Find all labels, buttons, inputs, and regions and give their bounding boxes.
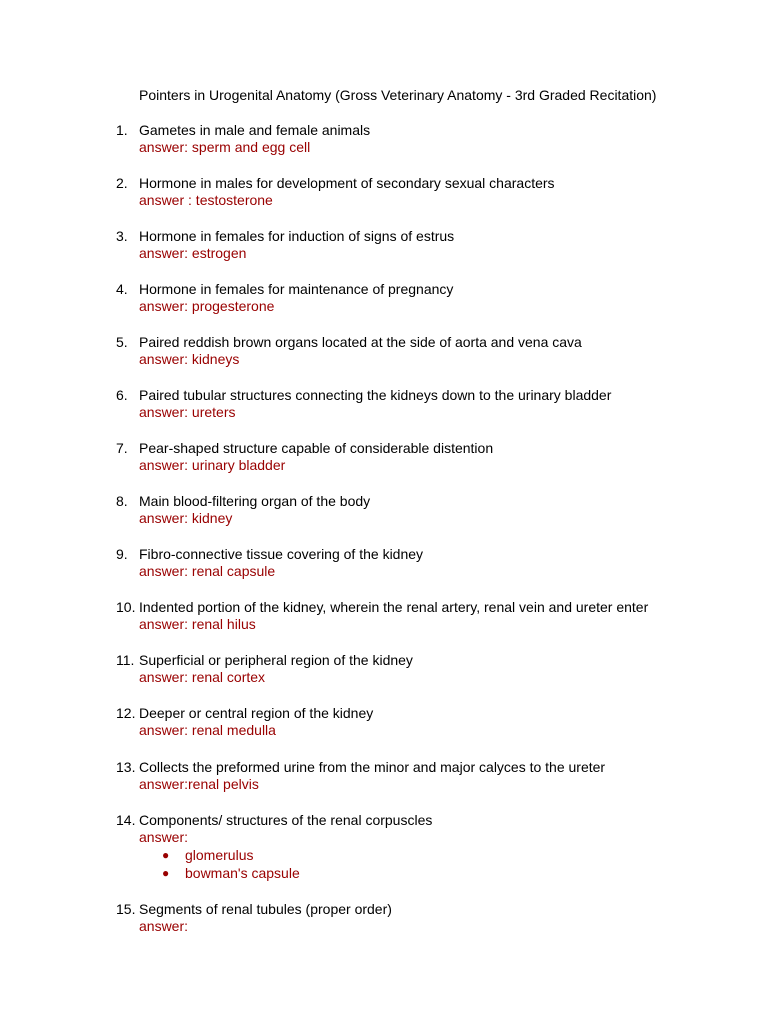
item-question: Hormone in males for development of secondary sexual characters [139,175,555,191]
item-number: 8. [116,493,128,509]
item-answer: answer: renal medulla [139,722,276,738]
item-number: 7. [116,440,128,456]
item-answer: answer: sperm and egg cell [139,139,311,155]
item-question: Components/ structures of the renal corpuscles [139,812,433,828]
item-number: 12. [116,705,136,721]
item-number: 10. [116,599,136,615]
item-answer: answer: estrogen [139,245,247,261]
item-answer: answer: urinary bladder [139,457,286,473]
item-answer: answer: [139,829,189,845]
item-number: 1. [116,122,128,138]
item-number: 3. [116,228,128,244]
item-number: 15. [116,901,136,917]
item-question: Gametes in male and female animals [139,122,371,138]
item-question: Paired reddish brown organs located at the side of aorta and vena cava [139,334,582,350]
item-question: Indented portion of the kidney, wherein the renal artery, renal vein and ureter enter [139,599,649,615]
item-answer: answer: [139,918,189,934]
item-answer: answer: renal hilus [139,616,256,632]
item-question: Collects the preformed urine from the minor and major calyces to the ureter [139,759,606,775]
item-number: 2. [116,175,128,191]
item-question: Superficial or peripheral region of the kidney [139,652,413,668]
item-answer: answer: kidneys [139,351,240,367]
item-answer: answer: progesterone [139,298,275,314]
item-question: Hormone in females for maintenance of pregnancy [139,281,454,297]
bullet-text: bowman's capsule [185,865,300,881]
item-number: 14. [116,812,136,828]
item-answer: answer : testosterone [139,192,273,208]
item-answer: answer: renal cortex [139,669,266,685]
item-answer: answer:renal pelvis [139,776,259,792]
document-title: Pointers in Urogenital Anatomy (Gross Veterinary Anatomy - 3rd Graded Recitation) [139,87,657,103]
item-answer: answer: renal capsule [139,563,276,579]
item-question: Pear-shaped structure capable of considerable distention [139,440,494,456]
item-question: Deeper or central region of the kidney [139,705,374,721]
item-question: Paired tubular structures connecting the kidneys down to the urinary bladder [139,387,612,403]
item-question: Main blood-filtering organ of the body [139,493,371,509]
item-number: 4. [116,281,128,297]
item-number: 11. [116,652,135,668]
item-number: 9. [116,546,128,562]
item-number: 5. [116,334,128,350]
item-number: 6. [116,387,128,403]
bullet-text: glomerulus [185,847,254,863]
item-question: Fibro-connective tissue covering of the kidney [139,546,424,562]
bullet-dot-icon: ● [162,866,170,880]
bullet-dot-icon: ● [162,848,170,862]
item-question: Segments of renal tubules (proper order) [139,901,392,917]
item-number: 13. [116,759,136,775]
item-answer: answer: ureters [139,404,236,420]
item-answer: answer: kidney [139,510,233,526]
item-question: Hormone in females for induction of signs of estrus [139,228,455,244]
